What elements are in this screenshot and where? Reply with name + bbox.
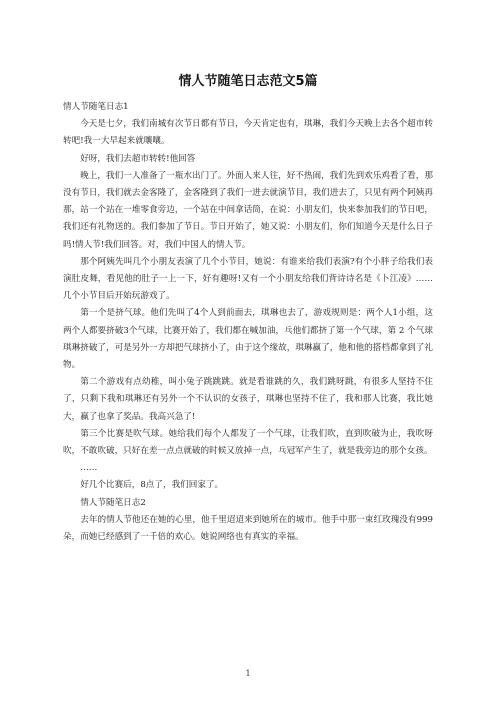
paragraph: 好几个比赛后，8点了，我们回家了。 <box>80 480 224 491</box>
paragraph: 去年的情人节他还在她的心里，他千里迢迢来到她所在的城市。他手中那一束红玫瑰没有999朵，而她已经感到了一千倍的欢心。她说网络也有真实的幸福。 <box>63 514 433 543</box>
paragraph: 情人节随笔日志1 <box>63 102 129 112</box>
document-title: 情人节随笔日志范文5篇 <box>178 74 318 89</box>
paragraph: 第三个比赛是吹气球。她给我们每个人都发了一个气球，让我们吹，直到吹破为止，我吹呀吹，不敢吹破，只好在差一点点就破的时候又放掉一点，乓冠军产生了，就是我旁边的那个女孩。 <box>63 428 433 457</box>
paragraph: 那个阿姨先叫几个小朋友表演了几个小节目，她说：有谁来给我们表演?有个小胖子给我们表演肚皮舞，看见他的肚子一上一下，好有趣呀!又有一个小朋友给我们背诗诗名是《卜江凌》……几个小节目后开始玩游戏了。 <box>63 256 433 302</box>
paragraph: 第一个是挤气球。他们先叫了4个人到前面去，琪琳也去了，游戏规则是：两个人1小组，这两个人都要挤破3个气球，比赛开始了，我们都在喊加油，乓他们都挤了第一个气球，第 2 个气球琪琳挤破了，可是另外一方却把气球挤小了，由于这个缘故，琪琳赢了，他和他的搭档都拿到了礼物。 <box>63 308 433 371</box>
paragraph: 第二个游戏有点幼稚，叫小兔子跳跳跳。就是看谁跳的久，我们跳呀跳，有很多人坚持不住了，只剩下我和琪琳还有另外一个不认识的女孩子，琪琳也坚持不住了，我和那人比赛，我比她大，赢了也拿了奖品。我高兴急了! <box>63 377 433 422</box>
paragraph: 情人节随笔日志2 <box>80 497 146 508</box>
paragraph: 今天是七夕，我们南城有次节日都有节日，今天肯定也有，琪琳，我们今天晚上去各个超市转转吧!我一大早起来就嚷嚷。 <box>63 119 433 147</box>
paragraph: 晚上，我们一人准备了一瓶水出门了。外面人来人往，好不热闹，我们先到欢乐鸡看了看，那没有节日，我们就去金客隆了，金客隆到了我们一进去就演节目，我们进去了，只见有两个阿姨再那，站一个站在一堆零食旁边，一个站在中间拿话筒，在说：小朋友们，快来参加我们的节日吧，我们还有礼物送的。我们参加了节日。节日开始了，她又说：小朋友们，你们知道今天是什么日子吗!情人节!我们回答。对，我们中国人的情人节。 <box>63 170 433 250</box>
paragraph: 好呀，我们去超市转转!他回答 <box>80 153 196 164</box>
document-body <box>63 99 433 546</box>
paragraph: …… <box>80 463 98 474</box>
page-number: 1 <box>245 669 251 678</box>
